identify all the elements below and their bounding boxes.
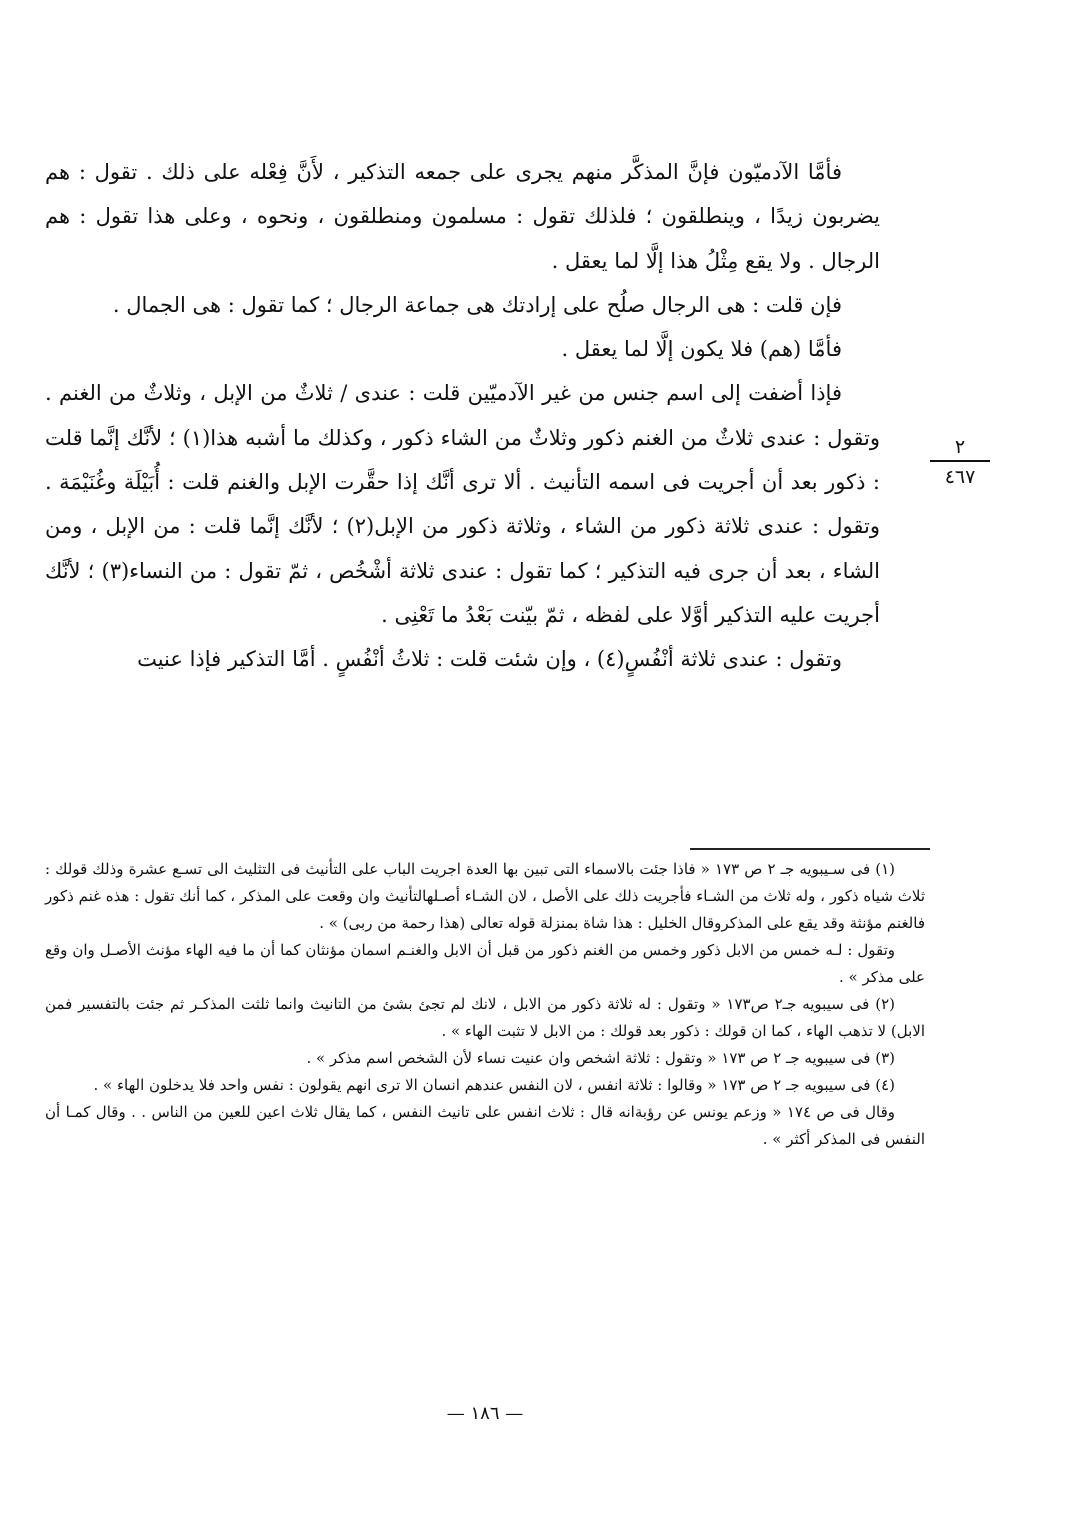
footnote-4: (٤) فى سيبويه جـ ٢ ص ١٧٣ « وقالوا : ثلاثة انفس ، لان النفس عندهم انسان الا ترى انهم يقولون : نفس واحد فلا يدخلون الهاء » .: [93, 1076, 895, 1094]
body-paragraph-5: وتقول : عندى ثلاثة أنْفُسٍ(٤) ، وإن شئت قلت : ثلاثُ أنْفُسٍ . أمَّا التذكير فإذا عنيت: [137, 647, 842, 672]
footnote-1-continued: وتقول : لـه خمس من الابل ذكور وخمس من الغنم ذكور من قبل أن الابل والغنـم اسمان مؤنثان كما أن ما فيه الهاء مؤنث الأصـل وان وقع على مذكر » .: [45, 941, 925, 986]
footnote-2: (٢) فى سيبويه جـ٢ ص١٧٣ « وتقول : له ثلاثة ذكور من الابل ، لانك لم تجئ بشئ من التانيث وانما ثلثت المذكـر ثم جئت بالتفسير فمن الابل) لا تذهب الهاء ، كما ان قولك : ذكور بعد قولك : من الابل لا تثبت الهاء » .: [45, 995, 925, 1040]
footnote-1: (١) فى سـيبويه جـ ٢ ص ١٧٣ « فاذا جئت بالاسماء التى تبين بها العدة اجريت الباب على التأنيث فى التثليث الى تسـع عشرة وذلك قولك : ثلاث شياه ذكور ، وله ثلاث من الشـاء فأجريت ذلك على الأصل ، لان الشـاء أصـلهالتأنيث وان وقعت على المذكر ، كما أنك تقول : هذه غنم ذكور فالغنم مؤنثة وقد يقع على المذكروقال الخليل : هذا شاة بمنزلة قوله تعالى (هذا رحمة من ربى) » .: [45, 860, 925, 932]
footnote-divider: [690, 848, 930, 850]
margin-reference-volume: ٢: [930, 436, 990, 462]
margin-reference-page: ٤٦٧: [944, 466, 976, 488]
margin-page-reference: [930, 436, 990, 488]
body-paragraph-4: فإذا أضفت إلى اسم جنس من غير الآدميّين قلت : عندى / ثلاثٌ من الإبل ، وثلاثٌ من الغنم . وتقول : عندى ثلاثٌ من الغنم ذكور وثلاثٌ من الشاء ذكور ، وكذلك ما أشبه هذا(١) ؛ لأنَّك إنَّما قلت : ذكور بعد أن أجريت فى اسمه التأنيث . ألا ترى أنَّك إذا حقَّرت الإبل والغنم قلت : أُبَيْلَة وغُنَيْمَة . وتقول : عندى ثلاثة ذكور من الشاء ، وثلاثة ذكور من الإبل(٢) ؛ لأنَّك إنَّما قلت : من الإبل ، ومن الشاء ، بعد أن جرى فيه التذكير ؛ كما تقول : عندى ثلاثة أشْخُص ، ثمّ تقول : من النساء(٣) ؛ لأنَّك أجريت عليه التذكير أوَّلا على لفظه ، ثمّ بيّنت بَعْدُ ما تَعْنِى .: [45, 381, 880, 627]
footnote-3: (٣) فى سيبويه جـ ٢ ص ١٧٣ « وتقول : ثلاثة اشخص وان عنيت نساء لأن الشخص اسم مذكر » .: [306, 1049, 895, 1067]
main-text: [45, 150, 880, 682]
body-paragraph-2: فإن قلت : هى الرجال صلُح على إرادتك هى جماعة الرجال ؛ كما تقول : هى الجمال .: [112, 292, 842, 317]
footnotes: [45, 856, 925, 1153]
body-paragraph-3: فأمَّا (هم) فلا يكون إلَّا لما يعقل .: [561, 337, 842, 362]
footnote-4-continued: وقال فى ص ١٧٤ « وزعم يونس عن رؤبةانه قال : ثلاث انفس على تانيث النفس ، كما يقال ثلاث اعين للعين من الناس . . وقال كمـا أن النفس فى المذكر أكثر » .: [45, 1103, 925, 1148]
page-number: — ١٨٦ —: [446, 1403, 524, 1424]
body-paragraph-1: فأمَّا الآدميّون فإنَّ المذكَّر منهم يجرى على جمعه التذكير ، لأَنَّ فِعْله على ذلك . تقول : هم يضربون زيدًا ، وينطلقون ؛ فلذلك تقول : مسلمون ومنطلقون ، ونحوه ، وعلى هذا تقول : هم الرجال . ولا يقع مِثْلُ هذا إلَّا لما يعقل .: [45, 160, 880, 273]
